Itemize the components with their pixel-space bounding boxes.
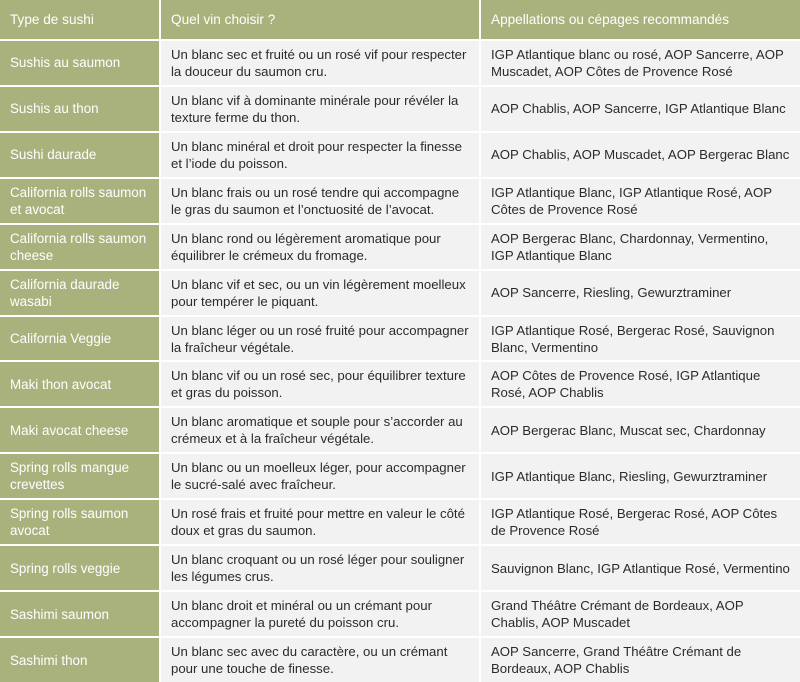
row-type: California daurade wasabi [0,271,159,315]
row-wine: Un blanc sec avec du caractère, ou un crémant pour une touche de finesse. [161,638,479,682]
row-wine: Un blanc ou un moelleux léger, pour accompagner le sucré-salé avec fraîcheur. [161,454,479,498]
row-appellations: AOP Sancerre, Grand Théâtre Crémant de Bordeaux, AOP Chablis [481,638,800,682]
row-appellations: AOP Côtes de Provence Rosé, IGP Atlantique Rosé, AOP Chablis [481,362,800,406]
row-type: Sushi daurade [0,133,159,177]
row-wine: Un blanc aromatique et souple pour s’accorder au crémeux et à la fraîcheur végétale. [161,408,479,452]
row-appellations: AOP Chablis, AOP Muscadet, AOP Bergerac Blanc [481,133,800,177]
row-type: Sushis au saumon [0,41,159,85]
row-appellations: Grand Théâtre Crémant de Bordeaux, AOP Chablis, AOP Muscadet [481,592,800,636]
row-appellations: IGP Atlantique Blanc, Riesling, Gewurztraminer [481,454,800,498]
header-wine: Quel vin choisir ? [161,0,479,39]
row-type: Spring rolls veggie [0,546,159,590]
row-type: Sushis au thon [0,87,159,131]
row-type: Spring rolls mangue crevettes [0,454,159,498]
row-appellations: Sauvignon Blanc, IGP Atlantique Rosé, Vermentino [481,546,800,590]
row-type: California rolls saumon et avocat [0,179,159,223]
row-wine: Un blanc croquant ou un rosé léger pour souligner les légumes crus. [161,546,479,590]
row-appellations: AOP Bergerac Blanc, Chardonnay, Vermentino, IGP Atlantique Blanc [481,225,800,269]
row-wine: Un blanc droit et minéral ou un crémant pour accompagner la pureté du poisson cru. [161,592,479,636]
row-wine: Un rosé frais et fruité pour mettre en valeur le côté doux et gras du saumon. [161,500,479,544]
header-appellations: Appellations ou cépages recommandés [481,0,800,39]
row-appellations: AOP Bergerac Blanc, Muscat sec, Chardonnay [481,408,800,452]
row-wine: Un blanc sec et fruité ou un rosé vif pour respecter la douceur du saumon cru. [161,41,479,85]
row-type: Maki avocat cheese [0,408,159,452]
row-wine: Un blanc vif et sec, ou un vin légèrement moelleux pour tempérer le piquant. [161,271,479,315]
row-wine: Un blanc vif à dominante minérale pour révéler la texture ferme du thon. [161,87,479,131]
row-wine: Un blanc vif ou un rosé sec, pour équilibrer texture et gras du poisson. [161,362,479,406]
header-type: Type de sushi [0,0,159,39]
row-appellations: AOP Chablis, AOP Sancerre, IGP Atlantique Blanc [481,87,800,131]
row-type: Sashimi saumon [0,592,159,636]
row-appellations: IGP Atlantique Rosé, Bergerac Rosé, Sauvignon Blanc, Vermentino [481,317,800,361]
row-appellations: AOP Sancerre, Riesling, Gewurztraminer [481,271,800,315]
row-type: California Veggie [0,317,159,361]
row-type: Maki thon avocat [0,362,159,406]
row-appellations: IGP Atlantique blanc ou rosé, AOP Sancerre, AOP Muscadet, AOP Côtes de Provence Rosé [481,41,800,85]
row-type: California rolls saumon cheese [0,225,159,269]
row-appellations: IGP Atlantique Rosé, Bergerac Rosé, AOP Côtes de Provence Rosé [481,500,800,544]
row-appellations: IGP Atlantique Blanc, IGP Atlantique Rosé, AOP Côtes de Provence Rosé [481,179,800,223]
row-wine: Un blanc frais ou un rosé tendre qui accompagne le gras du saumon et l’onctuosité de l’avocat. [161,179,479,223]
row-type: Spring rolls saumon avocat [0,500,159,544]
row-wine: Un blanc minéral et droit pour respecter la finesse et l’iode du poisson. [161,133,479,177]
row-wine: Un blanc rond ou légèrement aromatique pour équilibrer le crémeux du fromage. [161,225,479,269]
row-wine: Un blanc léger ou un rosé fruité pour accompagner la fraîcheur végétale. [161,317,479,361]
row-type: Sashimi thon [0,638,159,682]
